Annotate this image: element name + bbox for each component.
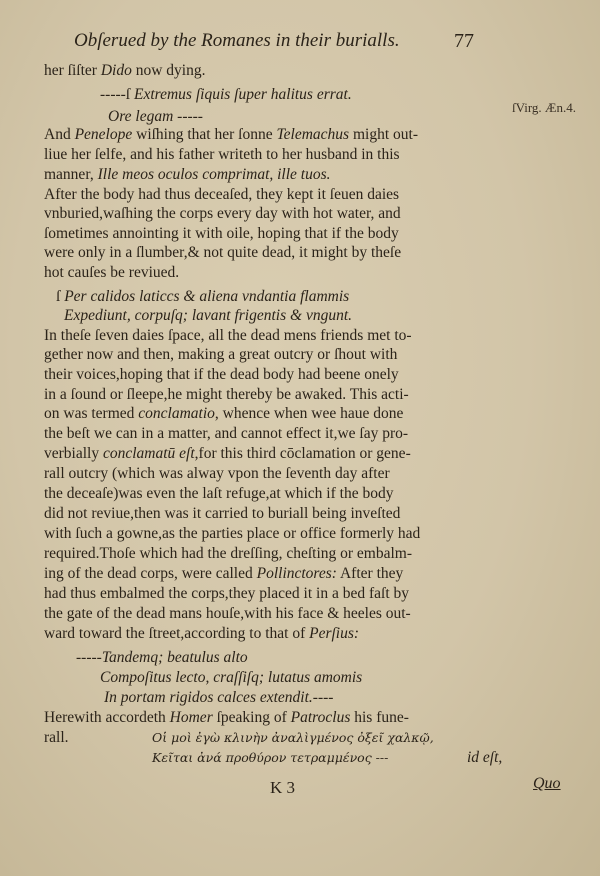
text-segment: vnburied,waſhing the corps every day with hot water, and	[44, 205, 401, 222]
text-line	[44, 505, 400, 523]
text-segment: ſometimes annointing it with oile, hoping that if the body	[44, 225, 399, 242]
text-line	[44, 405, 403, 423]
italic-segment: Ore legam -----	[108, 108, 203, 125]
text-segment: the gate of the dead mans houſe,with his face & heeles out-	[44, 605, 411, 622]
italic-segment: Perſius:	[309, 625, 360, 642]
text-line	[100, 669, 362, 687]
text-segment: her ſiſter	[44, 62, 101, 79]
text-line	[64, 307, 352, 325]
text-segment: In theſe ſeven daies ſpace, all the dead mens friends met to-	[44, 327, 412, 344]
text-segment: had thus embalmed the corps,they placed it in a bed faſt by	[44, 585, 409, 602]
text-segment: with ſuch a gowne,as the parties place or office formerly had	[44, 525, 421, 542]
text-line	[100, 86, 352, 104]
text-line	[76, 649, 248, 667]
italic-segment: Extremus ſiquis ſuper halitus errat.	[134, 86, 352, 103]
text-segment: were only in a ſlumber,& not quite dead, it might by theſe	[44, 244, 402, 261]
text-line	[44, 709, 409, 727]
greek-line-2: Κεῖται ἀνά προθύρον τετραμμένος ---	[152, 750, 389, 765]
text-line	[44, 146, 400, 164]
text-segment: And	[44, 126, 75, 143]
text-line	[44, 565, 403, 583]
text-line	[44, 445, 411, 463]
italic-segment: conclamatū eſt	[102, 445, 195, 462]
text-segment: liue her ſelfe, and his father writeth to her husband in this	[44, 146, 400, 163]
text-line	[44, 485, 393, 503]
margin-note: ſVirg. Æn.4.	[512, 100, 576, 115]
text-segment: ſ	[56, 288, 65, 305]
text-segment: wiſhing that her ſonne	[132, 126, 277, 143]
italic-segment: In portam rigidos calces extendit.----	[104, 689, 334, 706]
text-segment: the beſt we can in a matter, and cannot effect it,we ſay pro-	[44, 425, 409, 442]
text-line	[44, 225, 399, 243]
text-segment: did not reviue,then was it carried to buriall being inveſted	[44, 505, 401, 522]
catchword: Quo	[533, 775, 561, 792]
text-segment: rall outcry (which was alway vpon the ſeventh day after	[44, 465, 390, 482]
italic-segment: Dido	[100, 62, 132, 79]
text-segment: ſpeaking of	[212, 709, 291, 726]
text-segment: now dying.	[131, 62, 206, 79]
text-line	[44, 264, 179, 282]
text-line	[44, 205, 401, 223]
greek-line-1: Οἱ μοὶ ἐγὼ κλινὴν ἀναλὶγμένος ὀξεῖ χαλκῷ,	[152, 730, 434, 745]
running-title: Obſerued by the Romanes in their burialls.	[74, 30, 400, 51]
text-line	[44, 327, 412, 345]
text-segment: ing of the dead corps, were called	[44, 565, 257, 582]
text-segment: in a ſound or ſleepe,he might thereby be awaked. This acti-	[44, 386, 409, 403]
text-segment: ,for this third cōclamation or gene-	[194, 445, 411, 462]
text-segment: their voices,hoping that if the dead body had beene onely	[44, 366, 399, 383]
greek-tail: id eſt,	[467, 749, 503, 766]
text-segment: verbially	[44, 445, 103, 462]
text-line	[104, 689, 333, 707]
text-segment: -----ſ	[100, 86, 134, 103]
italic-segment: Pollinctores:	[256, 565, 337, 582]
text-line	[44, 386, 409, 404]
italic-segment: Ille meos oculos comprimat, ille tuos.	[93, 166, 331, 183]
text-line	[44, 186, 399, 204]
text-segment: Herewith accordeth	[44, 709, 170, 726]
text-segment: manner,	[44, 166, 94, 183]
text-segment: -----	[76, 649, 102, 666]
text-segment: required.Thoſe which had the dreſſing, cheſting or embalm-	[44, 545, 413, 562]
page-number: 77	[454, 30, 474, 52]
text-segment: on was termed	[44, 405, 139, 422]
text-line	[44, 545, 412, 563]
text-segment: gether now and then, making a great outcry or ſhout with	[44, 346, 398, 363]
text-line	[44, 625, 359, 643]
text-segment: the deceaſe)was even the laſt refuge,at which if the body	[44, 485, 394, 502]
text-line	[44, 126, 418, 144]
text-line	[44, 525, 420, 543]
text-line	[44, 605, 411, 623]
text-line	[44, 729, 69, 747]
text-segment: might out-	[349, 126, 418, 143]
italic-segment: Tandemq; beatulus alto	[101, 649, 248, 666]
text-segment: hot cauſes be reviued.	[44, 264, 180, 281]
italic-segment: Homer	[169, 709, 213, 726]
text-line	[44, 244, 401, 262]
text-line	[44, 585, 409, 603]
italic-segment: Patroclus	[290, 709, 351, 726]
italic-segment: Penelope	[74, 126, 133, 143]
italic-segment: Compoſitus lecto, craſſiſq; lutatus amomis	[100, 669, 363, 686]
text-segment: After the body had thus deceaſed, they kept it ſeuen daies	[44, 186, 400, 203]
text-segment: , whence when wee haue done	[214, 405, 404, 422]
text-segment: rall.	[44, 729, 69, 746]
text-line	[44, 465, 390, 483]
text-line	[56, 288, 349, 306]
italic-segment: Telemachus	[276, 126, 350, 143]
italic-segment: Per calidos laticcs & aliena vndantia flammis	[64, 288, 350, 305]
text-line	[44, 62, 205, 80]
text-segment: After they	[336, 565, 404, 582]
signature-mark: K 3	[270, 778, 296, 797]
text-line	[44, 366, 399, 384]
italic-segment: conclamatio	[138, 405, 215, 422]
text-segment: ward toward the ſtreet,according to that of	[44, 625, 310, 642]
text-segment: his fune-	[350, 709, 409, 726]
text-line	[44, 346, 397, 364]
text-line	[44, 425, 408, 443]
text-line	[44, 166, 331, 184]
text-line	[108, 108, 203, 126]
italic-segment: Expediunt, corpuſq; lavant frigentis & vngunt.	[64, 307, 352, 324]
